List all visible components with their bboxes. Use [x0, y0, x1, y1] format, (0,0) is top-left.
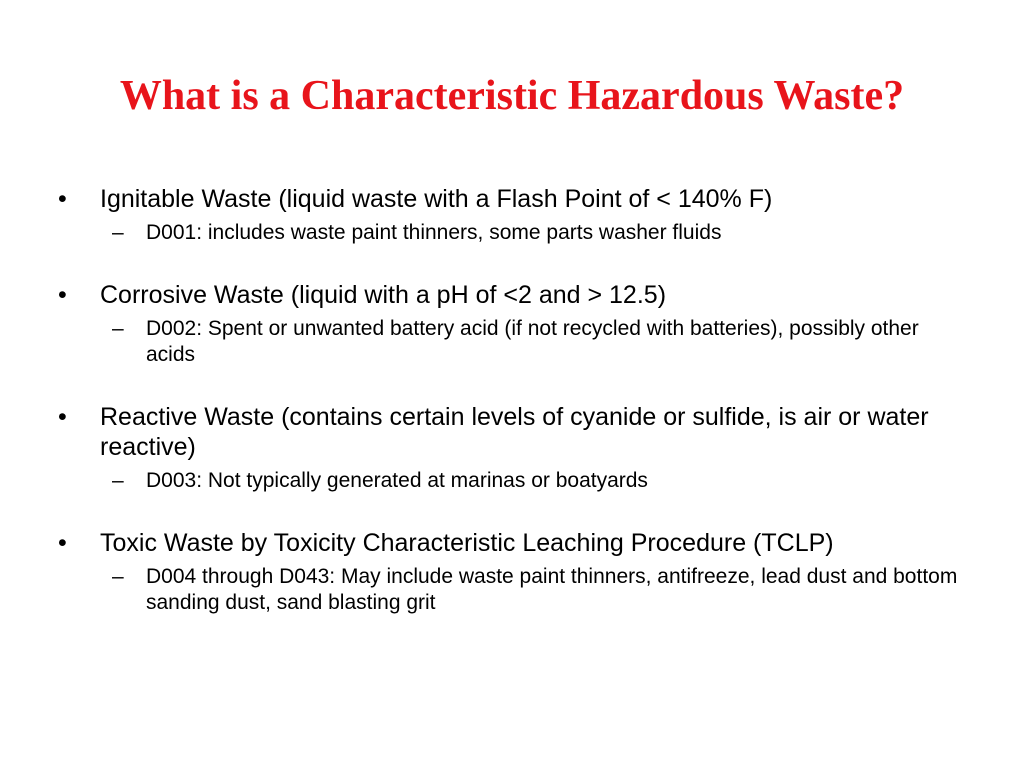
- dash-icon: –: [112, 317, 124, 340]
- bullet-text: Toxic Waste by Toxicity Characteristic Leaching Procedure (TCLP): [100, 529, 834, 557]
- sub-bullet-d004-d043: [58, 564, 978, 616]
- bullet-dot-icon: •: [58, 403, 67, 431]
- dash-icon: –: [112, 469, 124, 492]
- bullet-text: Corrosive Waste (liquid with a pH of <2 and > 12.5): [100, 281, 667, 309]
- bullet-dot-icon: •: [58, 529, 67, 557]
- bullet-corrosive: [58, 280, 978, 310]
- bullet-dot-icon: •: [58, 281, 67, 309]
- sub-bullet-text: D003: Not typically generated at marinas or boatyards: [146, 469, 648, 492]
- sub-bullet-text: D004 through D043: May include waste paint thinners, antifreeze, lead dust and bottom sanding dust, sand blasting grit: [146, 565, 958, 614]
- bullet-dot-icon: •: [58, 185, 67, 213]
- sub-bullet-text: D001: includes waste paint thinners, some parts washer fluids: [146, 221, 722, 244]
- dash-icon: –: [112, 565, 124, 588]
- bullet-text: Ignitable Waste (liquid waste with a Flash Point of < 140% F): [100, 185, 773, 213]
- sub-bullet-d003: [58, 468, 978, 494]
- bullet-ignitable: [58, 184, 978, 214]
- dash-icon: –: [112, 221, 124, 244]
- bullet-toxic: [58, 528, 978, 558]
- sub-bullet-d002: [58, 316, 978, 368]
- bullet-list: [58, 178, 978, 616]
- sub-bullet-text: D002: Spent or unwanted battery acid (if not recycled with batteries), possibly other acids: [146, 317, 919, 366]
- sub-bullet-d001: [58, 220, 978, 246]
- bullet-text: Reactive Waste (contains certain levels of cyanide or sulfide, is air or water reactive): [100, 403, 929, 461]
- slide-title: What is a Characteristic Hazardous Waste?: [119, 73, 905, 119]
- bullet-reactive: [58, 402, 978, 462]
